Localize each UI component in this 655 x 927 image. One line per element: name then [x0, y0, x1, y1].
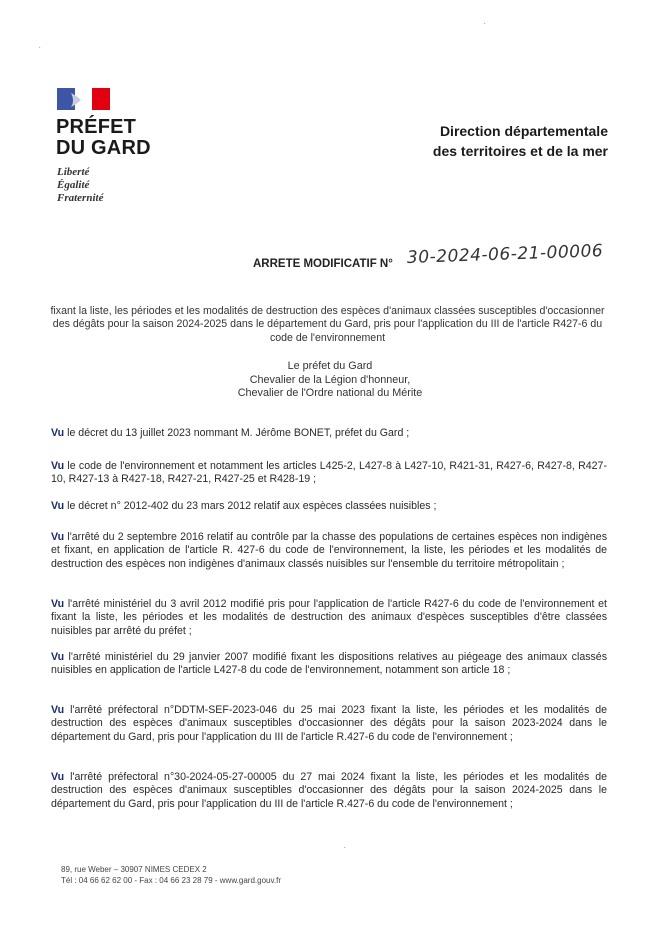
considerant-text: l'arrêté du 2 septembre 2016 relatif au contrôle par la chasse des populations de certaines espèces non indigènes et fixant, en application de l'article R. 427-6 du code de l'environnement, la liste, les périodes et les modalités de destruction des espèces non indigènes d'animaux classés nuisibles sur l'ensemble du territoire métropolitain ; [51, 531, 607, 570]
considerant-8 [51, 771, 607, 811]
motto-liberte: Liberté [57, 166, 90, 178]
institution-name [56, 117, 151, 159]
considerant-text: l'arrêté préfectoral n°DDTM-SEF-2023-046 du 25 mai 2023 fixant la liste, les périodes et les modalités de destruction des espèces d'animaux susceptibles d'occasionner des dégâts pour la saison 2023-2024 dans le département du Gard, pris pour l'application du III de l'article R.427-6 du code de l'environnement ; [51, 704, 607, 743]
scan-speck: · [483, 18, 487, 29]
considerant-text: le décret du 13 juillet 2023 nommant M. Jérôme BONET, préfet du Gard ; [67, 427, 410, 439]
considerant-2 [51, 460, 607, 487]
considerant-1 [51, 427, 607, 440]
arrete-title: ARRETE MODIFICATIF N° [253, 258, 393, 270]
considerant-text: le décret n° 2012-402 du 23 mars 2012 relatif aux espèces classées nuisibles ; [67, 500, 437, 512]
vu-label: Vu [51, 598, 65, 610]
footer-contact: Tél : 04 66 62 62 00 - Fax : 04 66 23 28 79 - www.gard.gouv.fr [61, 876, 281, 885]
direction-line-1: Direction départementale [439, 123, 608, 139]
considerant-text: l'arrêté ministériel du 29 janvier 2007 modifié fixant les dispositions relatives au piégeage des animaux classés nuisibles en application de l'article L427-8 du code de l'environnement, notamment son article 18 ; [51, 651, 607, 677]
arrete-object: fixant la liste, les périodes et les modalités de destruction des espèces d'animaux classées susceptibles d'occasionner des dégâts pour la saison 2024-2025 dans le département du Gard, pris pour l'application du III de l'article R427-6 du code de l'environnement [50, 305, 605, 344]
considerant-4 [51, 531, 607, 571]
prefet-line-1: Le préfet du Gard [287, 360, 373, 372]
vu-label: Vu [51, 427, 65, 439]
flag-icon [57, 88, 110, 110]
flag-blue-band [57, 88, 75, 110]
direction-heading [433, 121, 608, 161]
institution-line-2: DU GARD [56, 137, 151, 159]
direction-line-2: des territoires et de la mer [432, 143, 608, 159]
footer-address: 89, rue Weber – 30907 NIMES CEDEX 2 [61, 865, 207, 874]
motto-fraternite: Fraternité [57, 192, 104, 204]
page-footer [61, 864, 281, 886]
republic-motto [57, 166, 103, 205]
vu-label: Vu [51, 651, 65, 663]
considerant-text: l'arrêté ministériel du 3 avril 2012 modifié pris pour l'application de l'article R427-6 du code de l'environnement et fixant la liste, les périodes et les modalités de destruction des animaux d'espèces susceptibles d'être classées nuisibles par arrêté du préfet ; [51, 598, 607, 637]
marianne-flag-logo [57, 88, 110, 110]
vu-label: Vu [51, 531, 65, 543]
institution-line-1: PRÉFET [56, 116, 137, 138]
prefet-line-3: Chevalier de l'Ordre national du Mérite [237, 387, 423, 399]
scan-speck: · [38, 42, 42, 53]
considerant-6 [51, 651, 607, 678]
arrete-number-handwritten: 30-2024-06-21-00006 [406, 241, 604, 268]
vu-label: Vu [51, 460, 65, 472]
considerant-5 [51, 598, 607, 638]
motto-egalite: Égalité [57, 179, 90, 191]
vu-label: Vu [51, 704, 65, 716]
vu-label: Vu [51, 500, 65, 512]
considerant-text: le code de l'environnement et notamment les articles L425-2, L427-8 à L427-10, R421-31, R427-6, R427-8, R427-10, R427-13 à R427-18, R427-21, R427-25 et R428-19 ; [51, 460, 607, 486]
vu-label: Vu [51, 771, 65, 783]
prefet-signatory-block [170, 360, 490, 401]
prefet-line-2: Chevalier de la Légion d'honneur, [249, 373, 411, 386]
considerant-7 [51, 704, 607, 744]
flag-red-band [92, 88, 110, 110]
considerant-text: l'arrêté préfectoral n°30-2024-05-27-00005 du 27 mai 2024 fixant la liste, les périodes et les modalités de destruction des espèces d'animaux susceptibles d'occasionner des dégâts pour la saison 2024-2025 dans le département du Gard, pris pour l'application du III de l'article R.427-6 du code de l'environnement ; [51, 771, 607, 810]
considerant-3 [51, 500, 607, 513]
scan-speck: · [343, 842, 347, 853]
